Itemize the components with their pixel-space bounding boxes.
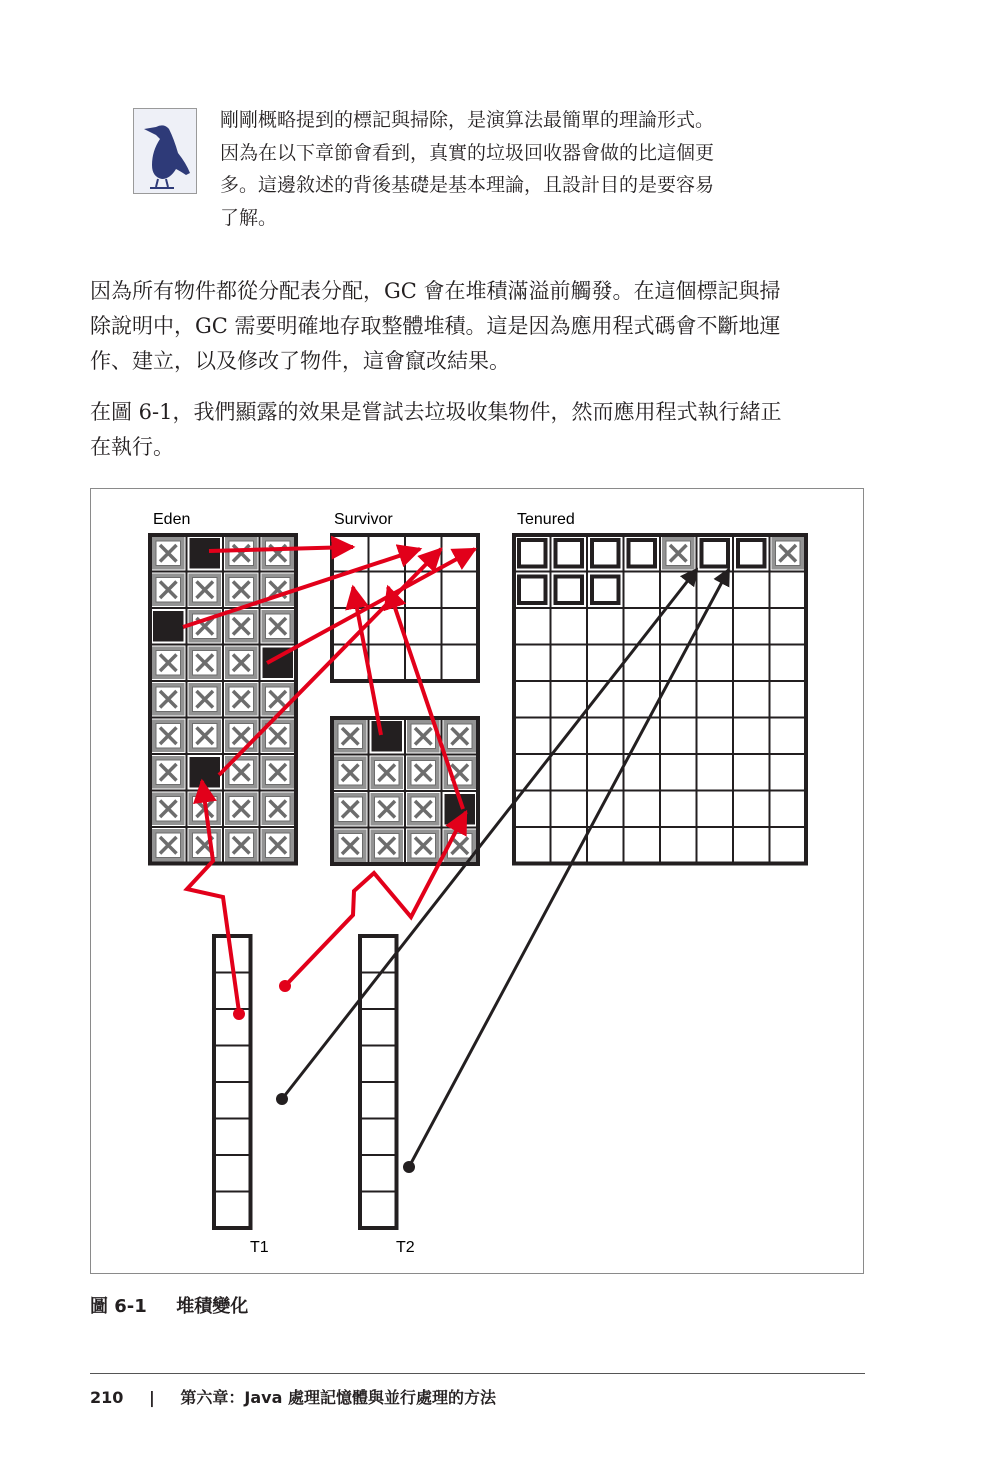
page-number: 210 bbox=[90, 1388, 124, 1407]
live-object bbox=[190, 538, 221, 569]
eden-label: Eden bbox=[153, 511, 191, 528]
tenured-label: Tenured bbox=[517, 511, 575, 528]
survivor-space-1 bbox=[332, 535, 478, 681]
paragraph-line: 除說明中，GC 需要明確地存取整體堆積。這是因為應用程式碼會不斷地運 bbox=[90, 314, 781, 338]
t2-label: T2 bbox=[396, 1239, 415, 1256]
tenured-object bbox=[592, 540, 619, 567]
note-line: 剛剛概略提到的標記與掃除，是演算法最簡單的理論形式。 bbox=[220, 109, 715, 131]
live-object bbox=[372, 721, 403, 752]
tenured-object bbox=[629, 540, 656, 567]
stack-reference-dot bbox=[279, 980, 291, 992]
heap-diagram bbox=[90, 488, 864, 1274]
paragraph-2 bbox=[90, 395, 866, 465]
footer-rule bbox=[90, 1373, 865, 1374]
tenured-reference-dot bbox=[403, 1161, 415, 1173]
footer-separator: | bbox=[148, 1388, 155, 1407]
tenured-object bbox=[556, 577, 583, 604]
figure-caption bbox=[90, 1292, 248, 1318]
note-line: 多。這邊敘述的背後基礎是基本理論，且設計目的是要容易 bbox=[220, 174, 715, 196]
caption-label: 圖 6-1 bbox=[90, 1296, 147, 1317]
tenured-object bbox=[592, 577, 619, 604]
paragraph-line: 在執行。 bbox=[90, 435, 174, 459]
tenured-object bbox=[556, 540, 583, 567]
paragraph-1 bbox=[90, 274, 866, 379]
thread-stack-t2 bbox=[360, 936, 397, 1228]
tenured-object bbox=[519, 577, 546, 604]
live-object bbox=[153, 611, 184, 642]
tenured-reference-dot bbox=[276, 1093, 288, 1105]
caption-text: 堆積變化 bbox=[176, 1296, 249, 1317]
survivor-label: Survivor bbox=[334, 511, 393, 528]
note-line: 了解。 bbox=[220, 206, 278, 229]
chapter-title: 第六章：Java 處理記憶體與並行處理的方法 bbox=[180, 1388, 496, 1407]
paragraph-line: 作、建立，以及修改了物件，這會竄改結果。 bbox=[90, 349, 510, 373]
tenured-object bbox=[702, 540, 729, 567]
crow-icon bbox=[133, 108, 197, 194]
paragraph-line: 在圖 6-1，我們顯露的效果是嘗試去垃圾收集物件，然而應用程式執行緒正 bbox=[90, 400, 782, 424]
thread-stack-t1 bbox=[214, 936, 251, 1228]
t1-label: T1 bbox=[250, 1239, 269, 1256]
live-object bbox=[190, 757, 221, 788]
paragraph-line: 因為所有物件都從分配表分配，GC 會在堆積滿溢前觸發。在這個標記與掃 bbox=[90, 279, 781, 303]
page-footer bbox=[90, 1385, 496, 1408]
tenured-object bbox=[519, 540, 546, 567]
stack-reference-dot bbox=[233, 1008, 245, 1020]
heap-diagram-canvas bbox=[91, 489, 865, 1275]
note-line: 因為在以下章節會看到，真實的垃圾回收器會做的比這個更 bbox=[220, 141, 715, 164]
eden-space bbox=[150, 535, 296, 864]
note-block bbox=[220, 104, 780, 234]
tenured-object bbox=[738, 540, 765, 567]
